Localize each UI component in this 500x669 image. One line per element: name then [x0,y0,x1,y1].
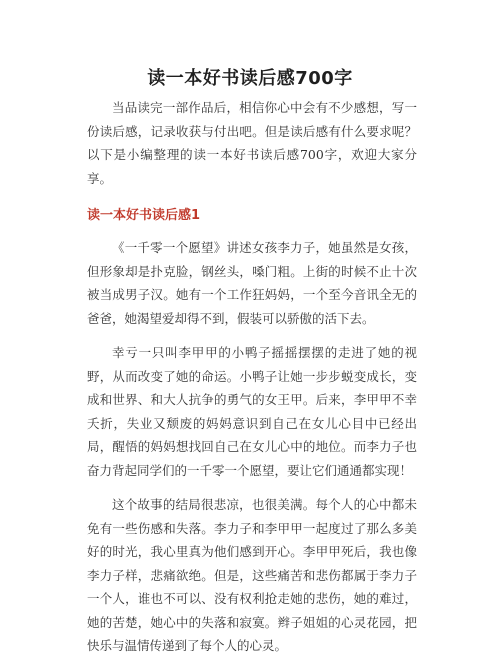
body-paragraph-1: 《一千零一个愿望》讲述女孩李力子，她虽然是女孩，但形象却是扑克脸，钢丝头，嗓门粗。上街的时候不止十次被当成男子汉。她有一个工作狂妈妈，一个至今音讯全无的爸爸，她渴望爱却得不到，假装可以骄傲的活下去。 [87,240,417,326]
section-heading: 读一本好书读后感1 [87,208,201,223]
document-body [87,96,417,669]
body-paragraph-2: 幸亏一只叫李甲甲的小鸭子摇摇摆摆的走进了她的视野，从而改变了她的命运。小鸭子让她一步步蜕变成长，变成和世界、和大人抗争的勇气的女王甲。后来，李甲甲不幸夭折，失业又颓废的妈妈意识到自己在女儿心目中已经出局，醒悟的妈妈想找回自己在女儿心中的地位。而李力子也奋力背起同学们的一千零一个愿望，要让它们通通都实现！ [87,345,417,478]
intro-paragraph: 当品读完一部作品后，相信你心中会有不少感想，写一份读后感，记录收获与付出吧。但是读后感有什么要求呢？以下是小编整理的读一本好书读后感700字，欢迎大家分享。 [87,100,417,186]
body-paragraph-3: 这个故事的结局很悲凉，也很美满。每个人的心中都未免有一些伤感和失落。李力子和李甲甲一起度过了那么多美好的时光，我心里真为他们感到开心。李甲甲死后，我也像李力子样，悲痛欲绝。但是，这些痛苦和悲伤都属于李力子一个人，谁也不可以、没有权利抢走她的悲伤，她的难过，她的苦楚，她心中的失落和寂寞。辫子姐姐的心灵花园，把快乐与温情传递到了每个人的心灵。 [87,497,417,653]
document-title: 读一本好书读后感700字 [147,68,353,89]
